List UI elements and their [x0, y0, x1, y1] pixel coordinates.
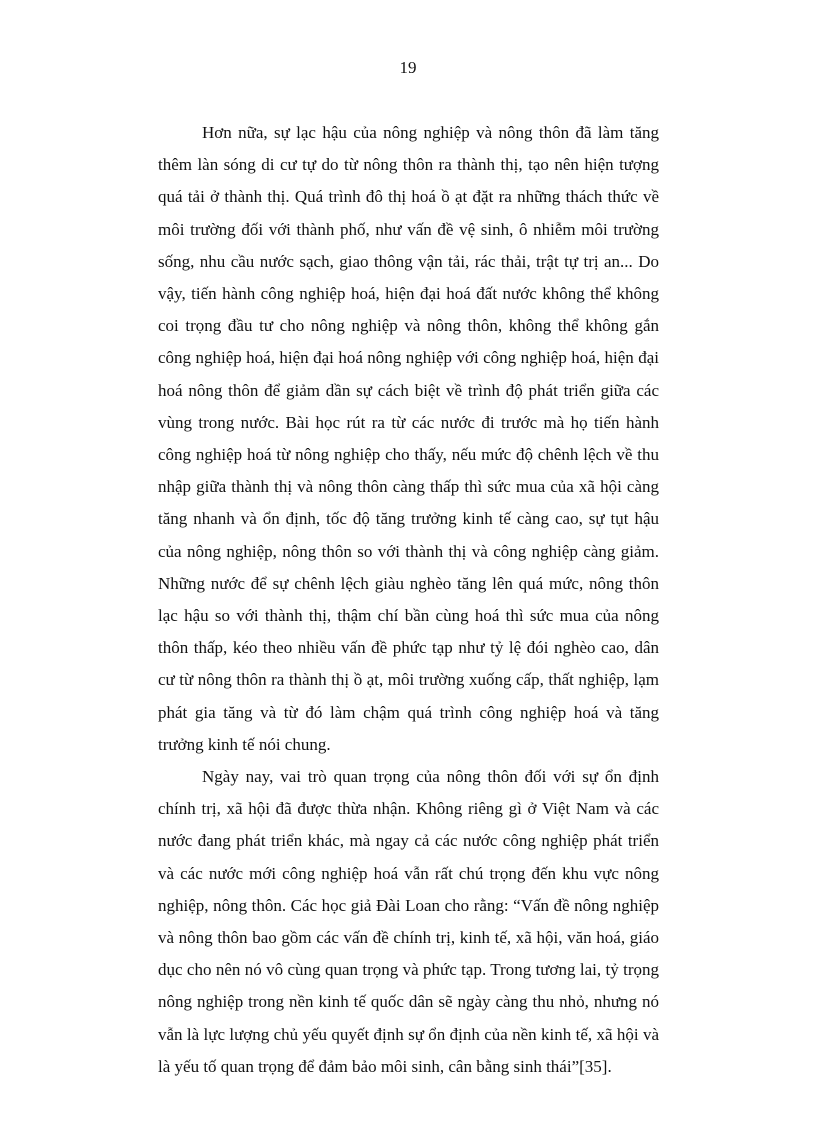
- body-text: [158, 117, 659, 1083]
- paragraph-1: Hơn nữa, sự lạc hậu của nông nghiệp và nông thôn đã làm tăng thêm làn sóng di cư tự do từ nông thôn ra thành thị, tạo nên hiện tượng quá tải ở thành thị. Quá trình đô thị hoá ồ ạt đặt ra những thách thức về môi trường đối với thành phố, như vấn đề vệ sinh, ô nhiễm môi trường sống, nhu cầu nước sạch, giao thông vận tải, rác thải, trật tự trị an... Do vậy, tiến hành công nghiệp hoá, hiện đại hoá đất nước không thể không coi trọng đầu tư cho nông nghiệp và nông thôn, không thể không gắn công nghiệp hoá, hiện đại hoá nông nghiệp với công nghiệp hoá, hiện đại hoá nông thôn để giảm dần sự cách biệt về trình độ phát triển giữa các vùng trong nước. Bài học rút ra từ các nước đi trước mà họ tiến hành công nghiệp hoá từ nông nghiệp cho thấy, nếu mức độ chênh lệch về thu nhập giữa thành thị và nông thôn càng thấp thì sức mua của xã hội càng tăng nhanh và ổn định, tốc độ tăng trưởng kinh tế càng cao, sự tụt hậu của nông nghiệp, nông thôn so với thành thị và công nghiệp càng giảm. Những nước để sự chênh lệch giàu nghèo tăng lên quá mức, nông thôn lạc hậu so với thành thị, thậm chí bần cùng hoá thì sức mua của nông thôn thấp, kéo theo nhiều vấn đề phức tạp như tỷ lệ đói nghèo cao, dân cư từ nông thôn ra thành thị ồ ạt, môi trường xuống cấp, thất nghiệp, lạm phát gia tăng và từ đó làm chậm quá trình công nghiệp hoá và tăng trưởng kinh tế nói chung.: [158, 123, 659, 754]
- page-number: 19: [399, 58, 417, 77]
- paragraph-2: Ngày nay, vai trò quan trọng của nông thôn đối với sự ổn định chính trị, xã hội đã được thừa nhận. Không riêng gì ở Việt Nam và các nước đang phát triển khác, mà ngay cả các nước công nghiệp phát triển và các nước mới công nghiệp hoá vẫn rất chú trọng đến khu vực nông nghiệp, nông thôn. Các học giả Đài Loan cho rằng: “Vấn đề nông nghiệp và nông thôn bao gồm các vấn đề chính trị, kinh tế, xã hội, văn hoá, giáo dục cho nên nó vô cùng quan trọng và phức tạp. Trong tương lai, tỷ trọng nông nghiệp trong nền kinh tế quốc dân sẽ ngày càng thu nhỏ, nhưng nó vẫn là lực lượng chủ yếu quyết định sự ổn định của nền kinh tế, xã hội và là yếu tố quan trọng để đảm bảo môi sinh, cân bằng sinh thái”[35].: [158, 767, 659, 1076]
